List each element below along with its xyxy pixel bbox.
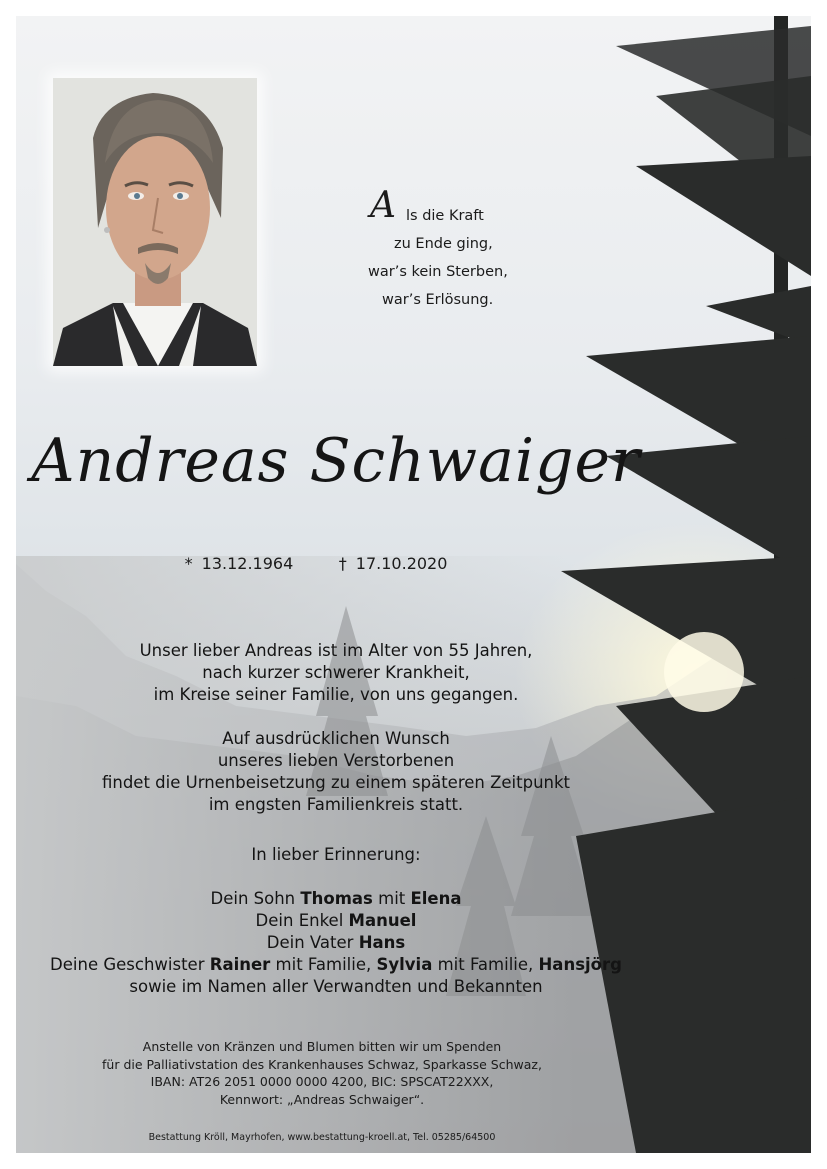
announcement-line: nach kurzer schwerer Krankheit, [202,663,470,682]
life-dates [166,554,466,573]
family-siblings [16,954,656,976]
family-grandchild-prefix: Dein Enkel [255,911,349,930]
family-relatives: sowie im Namen aller Verwandten und Bekannten [129,977,543,996]
family-list [16,888,656,998]
family-son-name: Thomas [300,889,373,908]
sibling-suffix: mit Familie, [270,955,377,974]
deceased-name: Andreas Schwaiger [31,426,641,496]
family-father-name: Hans [358,933,406,952]
family-father [16,932,656,954]
family-son-prefix: Dein Sohn [210,889,301,908]
obituary-card [16,16,811,1153]
sibling-name: Hansjörg [538,955,622,974]
family-son-mid: mit [372,889,411,908]
donation-line: Anstelle von Kränzen und Blumen bitten wir um Spenden [142,1039,502,1054]
donation-line: für die Palliativstation des Krankenhauses Schwaz, Sparkasse Schwaz, [102,1056,542,1072]
donation-line: Kennwort: „Andreas Schwaiger“. [219,1091,425,1107]
family-son [16,888,656,910]
family-son-partner: Elena [410,889,462,908]
sibling-name: Sylvia [376,955,433,974]
birth-date: * 13.12.1964 [184,554,294,573]
announcement-line: Unser lieber Andreas ist im Alter von 55 Jahren, [139,641,533,660]
quote-line-4: war’s Erlösung. [382,292,494,308]
funeral-home-footer: Bestattung Kröll, Mayrhofen, www.bestattung-kroell.at, Tel. 05285/64500 [148,1132,496,1143]
announcement-line: im Kreise seiner Familie, von uns gegangen. [153,685,519,704]
quote-line-1: ls die Kraft [406,208,484,224]
donation-line: IBAN: AT26 2051 0000 0000 4200, BIC: SPSCAT22XXX, [150,1074,494,1089]
family-father-prefix: Dein Vater [266,933,359,952]
quote-line-3: war’s kein Sterben, [368,264,508,280]
family-grandchild-name: Manuel [348,911,417,930]
burial-notice-line: findet die Urnenbeisetzung zu einem späteren Zeitpunkt [101,773,571,792]
announcement [16,640,656,706]
death-date: † 17.10.2020 [338,554,448,573]
quote-line-2: zu Ende ging, [394,236,493,252]
burial-notice-line: Auf ausdrücklichen Wunsch [222,729,450,748]
donation-notice [16,1038,628,1108]
sibling-name: Rainer [209,955,271,974]
family-grandchild [16,910,656,932]
family-siblings-prefix: Deine Geschwister [50,955,210,974]
burial-notice-line: im engsten Familienkreis statt. [208,795,464,814]
quote-initial: A [370,185,396,226]
sibling-suffix: mit Familie, [432,955,539,974]
remembrance-heading: In lieber Erinnerung: [251,845,421,864]
sun-glow [664,632,744,712]
portrait-photo [53,78,257,366]
burial-notice-line: unseres lieben Verstorbenen [217,751,455,770]
burial-notice [16,728,656,816]
